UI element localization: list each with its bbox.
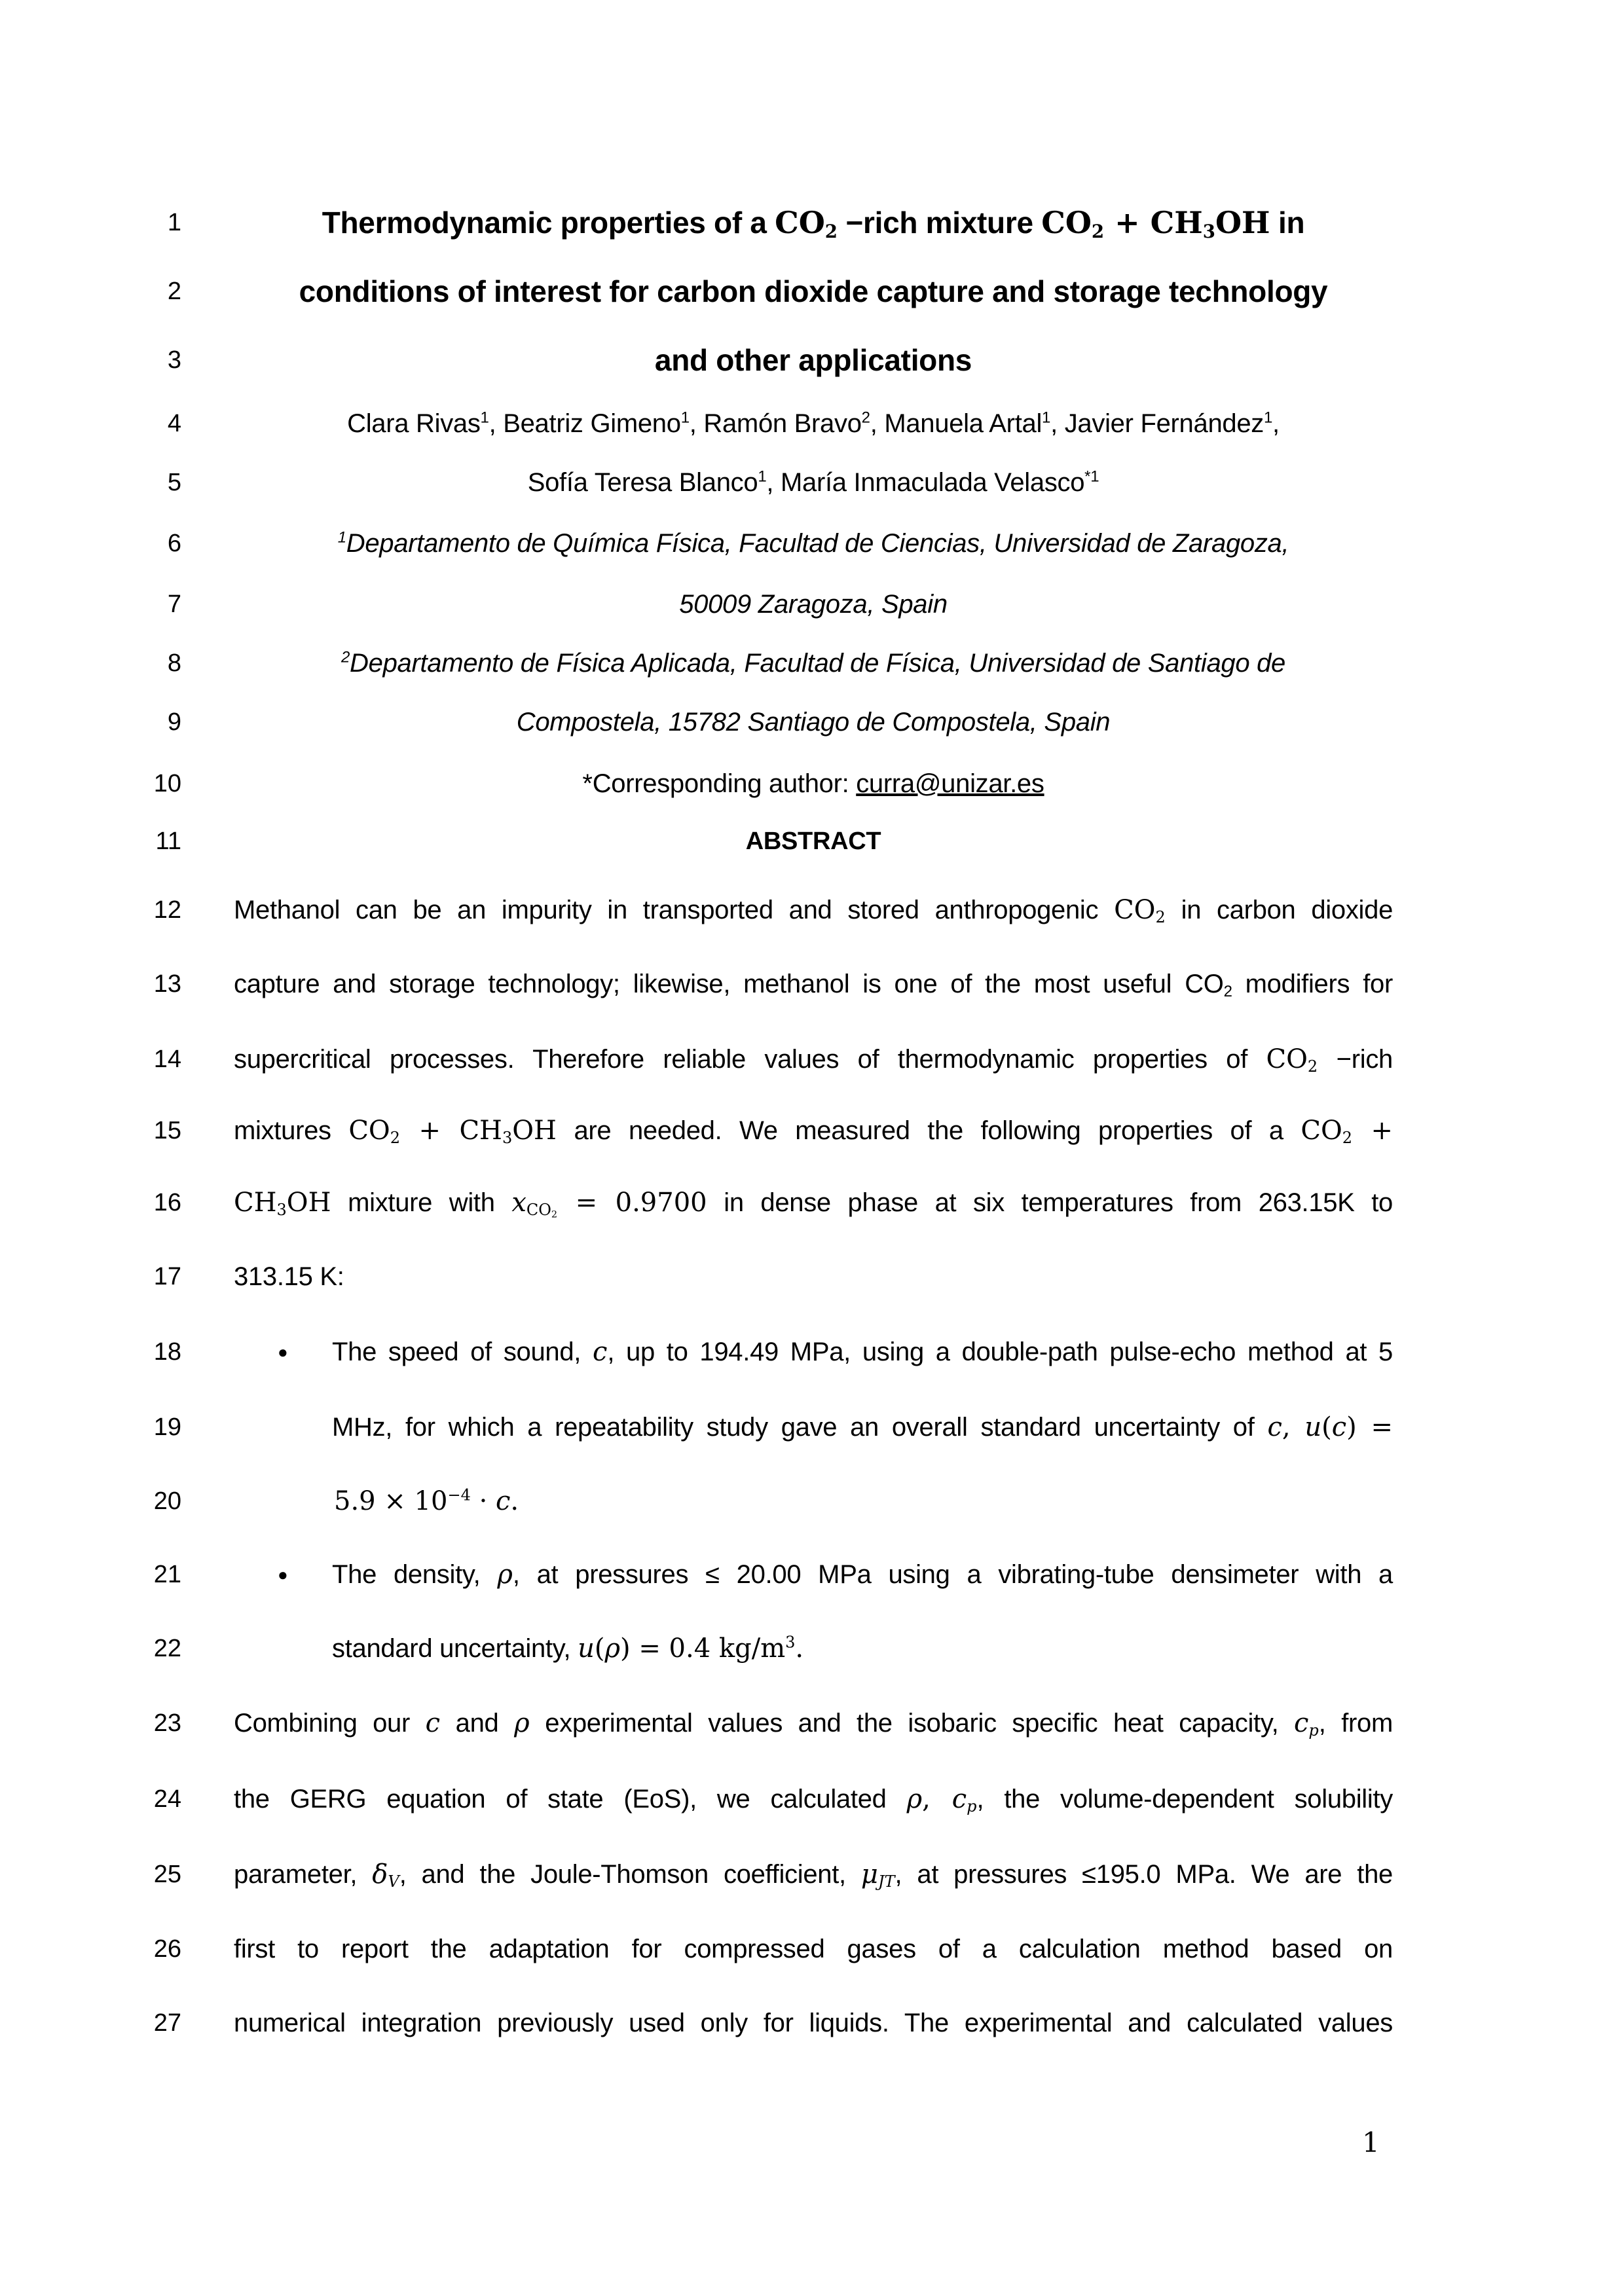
- subscript: 3: [276, 1201, 287, 1219]
- text-segment: ,: [1282, 1412, 1305, 1442]
- line-text: Combining our c and ρ experimental values and the isobaric specific heat capacity, $c_p$, from: [234, 1708, 1393, 1740]
- text-segment: ρ: [604, 1633, 620, 1664]
- line-number: 12: [153, 896, 181, 924]
- line-number: 5: [167, 469, 181, 496]
- text-segment: u: [1304, 1412, 1322, 1442]
- line-number: 10: [153, 770, 181, 797]
- subscript: 2: [1223, 983, 1232, 1000]
- text-segment: ,: [922, 1784, 952, 1814]
- superscript: 1: [1263, 409, 1273, 427]
- text-segment: c: [592, 1337, 608, 1367]
- line-text: supercritical processes. Therefore reliable values of thermodynamic properties of $CO_2$ −rich: [234, 1044, 1393, 1076]
- line-text: numerical integration previously used only for liquids. The experimental and calculated values: [234, 2009, 1393, 2037]
- superscript: 1: [680, 409, 690, 427]
- line-text: Methanol can be an impurity in transported and stored anthropogenic $CO_2$ in carbon dioxide: [234, 895, 1393, 926]
- line-number: 6: [167, 530, 181, 557]
- line-text: 50009 Zaragoza, Spain: [679, 590, 948, 619]
- text-segment: ρ: [497, 1559, 513, 1590]
- text-segment: $c_p$: [1294, 1708, 1319, 1740]
- line-text: capture and storage technology; likewise, methanol is one of the most useful $CO_2$ modifiers for: [234, 970, 1393, 1000]
- line-number: 27: [153, 2009, 181, 2037]
- text-segment: c: [496, 1486, 511, 1516]
- text-segment: $CO_2$: [1114, 895, 1166, 926]
- line-text: mixtures $CO_2 + CH_3OH$ are needed. We measured the following properties of a $CO_2$ +: [234, 1116, 1393, 1147]
- subscript: 2: [1342, 1129, 1353, 1147]
- subscript: p: [1308, 1721, 1319, 1740]
- line-number: 9: [167, 708, 181, 736]
- line-text: MHz, for which a repeatability study gave an overall standard uncertainty of c, u(c) =: [332, 1412, 1393, 1442]
- bullet-icon: ●: [278, 1342, 288, 1362]
- line-text: *Corresponding author: curra@unizar.es: [582, 769, 1044, 798]
- text-segment: (: [594, 1633, 605, 1664]
- text-segment: $CH_3OH$: [234, 1188, 331, 1219]
- line-number: 22: [153, 1635, 181, 1662]
- line-number: 7: [167, 591, 181, 618]
- text-segment: $CO_2 + CH_3OH$: [1041, 205, 1270, 242]
- superscript: 1: [480, 409, 489, 427]
- text-segment: x: [511, 1188, 526, 1218]
- line-number: 23: [153, 1709, 181, 1737]
- superscript: 1: [758, 467, 767, 486]
- line-number: 13: [153, 970, 181, 998]
- line-text: The speed of sound, c, up to 194.49 MPa, using a double-path pulse-echo method at 5: [332, 1337, 1393, 1367]
- line-number: 20: [153, 1487, 181, 1515]
- line-text: standard uncertainty, u(ρ) = 0.4 $kg/m^3$.: [332, 1633, 804, 1664]
- line-number: 25: [153, 1861, 181, 1888]
- line-number: 19: [153, 1413, 181, 1441]
- line-text: Compostela, 15782 Santiago de Compostela, Spain: [516, 708, 1111, 737]
- subscript: JT: [877, 1872, 895, 1891]
- superscript: 2: [861, 409, 870, 427]
- line-number: 3: [167, 346, 181, 374]
- text-segment: ) = 0.4 $kg/m^3$.: [620, 1633, 804, 1664]
- subscript: 2: [824, 220, 838, 242]
- subscript: 2: [1155, 908, 1166, 926]
- superscript: *1: [1084, 467, 1099, 486]
- subscript: 2: [1307, 1057, 1318, 1076]
- text-segment: $CO_2$: [1266, 1044, 1318, 1076]
- subscript: 2: [551, 1209, 558, 1220]
- subscript: CO2: [526, 1201, 558, 1220]
- text-segment: c: [1331, 1412, 1347, 1442]
- line-text: $^1$Departamento de Química Física, Facultad de Ciencias, Universidad de Zaragoza,: [337, 528, 1289, 558]
- text-segment: $CO_2$: [775, 205, 838, 242]
- subscript: 3: [1202, 220, 1215, 242]
- bullet-icon: ●: [278, 1565, 288, 1584]
- line-number: 8: [167, 649, 181, 677]
- subscript: 3: [502, 1129, 513, 1147]
- subscript: 2: [390, 1129, 400, 1147]
- line-number: 1: [167, 209, 181, 236]
- text-segment: $\delta_V$: [372, 1859, 399, 1891]
- line-number: 16: [153, 1189, 181, 1216]
- subscript: p: [967, 1797, 977, 1815]
- line-text: and other applications: [654, 343, 972, 377]
- text-segment: $c_p$: [951, 1784, 977, 1815]
- text-segment: ) =: [1346, 1412, 1393, 1442]
- line-text: [334, 1483, 1395, 1520]
- line-number: 26: [153, 1935, 181, 1963]
- line-text: The density, ρ, at pressures ≤ 20.00 MPa using a vibrating-tube densimeter with a: [332, 1559, 1393, 1590]
- line-text: parameter, $\delta_V$, and the Joule-Thomson coefficient, $\mu_{JT}$, at pressures ≤195.0 MPa. We are the: [234, 1859, 1393, 1891]
- text-segment: .: [510, 1486, 519, 1516]
- line-text: Thermodynamic properties of a $CO_2$ −rich mixture $CO_2 + CH_3OH$ in: [322, 205, 1305, 242]
- line-number: 14: [153, 1046, 181, 1073]
- superscript: 3: [785, 1633, 796, 1652]
- text-segment: ρ: [514, 1708, 530, 1738]
- line-text: 313.15 K:: [234, 1262, 344, 1291]
- page-number: 1: [1362, 2126, 1380, 2159]
- line-number: 4: [167, 410, 181, 437]
- line-number: 18: [153, 1338, 181, 1366]
- line-number: 11: [155, 828, 181, 855]
- superscript: −4: [447, 1485, 471, 1504]
- line-number: 17: [153, 1263, 181, 1290]
- line-number: 2: [167, 278, 181, 305]
- line-text: ABSTRACT: [745, 828, 881, 855]
- text-segment: c: [1267, 1412, 1282, 1442]
- superscript: 1: [337, 528, 346, 547]
- subscript: 2: [1091, 220, 1105, 242]
- superscript: 2: [341, 648, 350, 666]
- line-number: 15: [153, 1117, 181, 1144]
- text-segment: = 0.9700: [557, 1188, 707, 1218]
- line-text: Clara Rivas$^1$, Beatriz Gimeno$^1$, Ramón Bravo$^2$, Manuela Artal$^1$, Javier Fernández$^1$,: [347, 409, 1280, 438]
- line-text: $CH_3OH$ mixture with $x_{CO_2} = 0.9700$ in dense phase at six temperatures from 263.15K to: [234, 1188, 1393, 1220]
- line-text: the GERG equation of state (EoS), we calculated ρ, $c_p$, the volume-dependent solubility: [234, 1784, 1393, 1815]
- line-text: conditions of interest for carbon dioxide capture and storage technology: [299, 274, 1328, 308]
- text-segment: u: [578, 1633, 595, 1664]
- line-number: 21: [153, 1561, 181, 1588]
- superscript: 1: [1042, 409, 1051, 427]
- text-segment: $CO_2$ +: [1301, 1116, 1393, 1147]
- line-number: 24: [153, 1785, 181, 1813]
- text-segment: ρ: [906, 1784, 923, 1814]
- email-link[interactable]: curra@unizar.es: [856, 769, 1044, 798]
- text-segment: $5.9 \times 10^{-4}$ ·: [334, 1485, 496, 1516]
- text-segment: $CO_2 + CH_3OH$: [348, 1116, 557, 1147]
- line-text: $^2$Departamento de Física Aplicada, Facultad de Física, Universidad de Santiago de: [341, 648, 1286, 678]
- text-segment: $\mu_{JT}$: [860, 1859, 895, 1891]
- line-text: Sofía Teresa Blanco$^1$, María Inmaculada Velasco$^{*1}$: [527, 467, 1099, 497]
- text-segment: c: [425, 1708, 441, 1738]
- subscript: V: [388, 1872, 399, 1891]
- text-segment: (: [1321, 1412, 1332, 1442]
- line-text: first to report the adaptation for compressed gases of a calculation method based on: [234, 1935, 1393, 1963]
